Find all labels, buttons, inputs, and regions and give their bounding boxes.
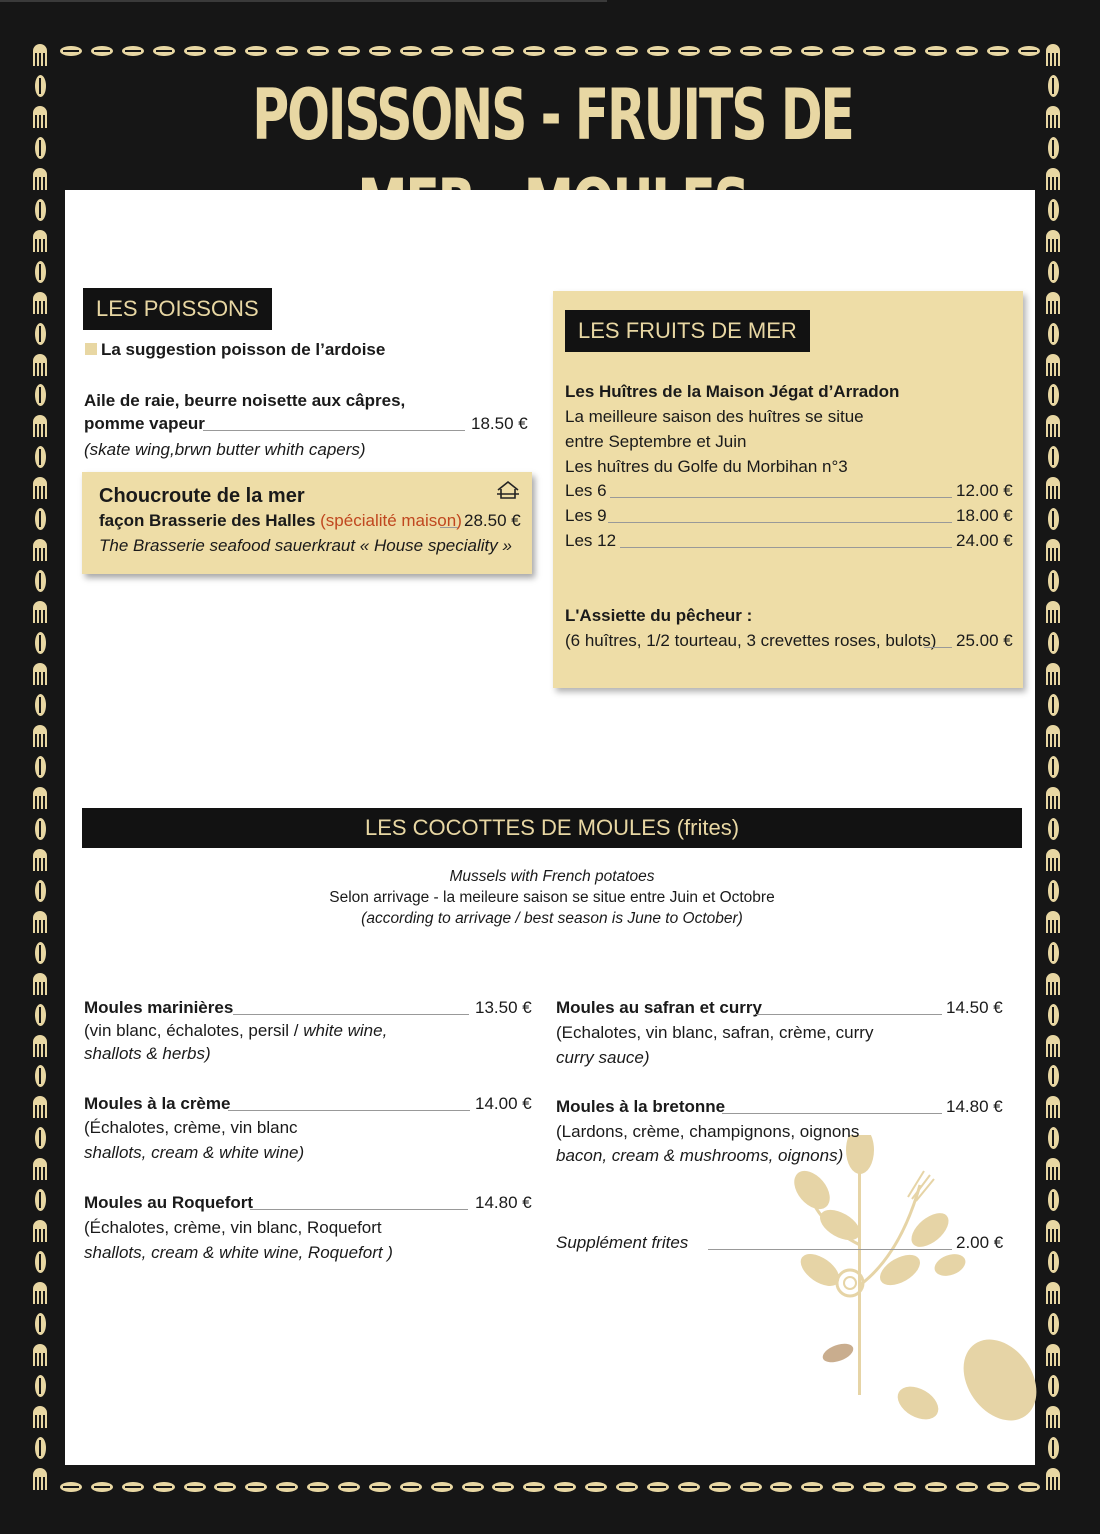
leaf-icon: [153, 1482, 175, 1492]
leaf-icon: [585, 1482, 607, 1492]
leaf-icon: [1048, 1251, 1059, 1273]
moules-subtitle-season-english: (according to arrivage / best season is June to October): [361, 910, 743, 927]
dot-leader: [708, 1249, 952, 1250]
fork-icon: [1046, 292, 1060, 314]
dot-leader: [756, 1014, 942, 1015]
leaf-icon: [894, 1482, 916, 1492]
leaf-icon: [770, 46, 792, 56]
bretonne-name: Moules à la bretonne: [556, 1097, 726, 1116]
leaf-icon: [647, 46, 669, 56]
huitres-item-label: Les 6: [565, 481, 607, 500]
mariniere-desc-2: shallots & herbs): [84, 1044, 211, 1063]
leaf-icon: [585, 46, 607, 56]
leaf-icon: [492, 46, 514, 56]
page-title: POISSONS - FRUITS DE: [252, 74, 853, 156]
leaf-icon: [91, 1482, 113, 1492]
leaf-icon: [35, 1251, 46, 1273]
top-leaf-border: [60, 40, 1040, 62]
fork-icon: [1046, 973, 1060, 995]
fork-icon: [33, 44, 47, 66]
fork-icon: [33, 415, 47, 437]
fork-icon: [1046, 1468, 1060, 1490]
leaf-icon: [1048, 1065, 1059, 1087]
leaf-icon: [1048, 323, 1059, 345]
leaf-icon: [60, 46, 82, 56]
leaf-icon: [1048, 1375, 1059, 1397]
choucroute-style: façon Brasserie des Halles: [99, 511, 316, 530]
leaf-icon: [1018, 46, 1040, 56]
mariniere-desc-1: [84, 1021, 387, 1041]
roquefort-price: 14.80 €: [475, 1193, 532, 1212]
leaf-icon: [35, 508, 46, 530]
huitres-item-label: Les 9: [565, 506, 607, 525]
leaf-icon: [1048, 261, 1059, 283]
leaf-icon: [801, 1482, 823, 1492]
leaf-icon: [35, 942, 46, 964]
choucroute-line2: [99, 511, 462, 531]
bretonne-price: 14.80 €: [946, 1097, 1003, 1116]
leaf-icon: [925, 46, 947, 56]
huitres-item-label: Les 12: [565, 531, 617, 550]
leaf-icon: [35, 1065, 46, 1087]
leaf-icon: [1048, 1127, 1059, 1149]
leaf-icon: [616, 46, 638, 56]
assiette-price: 25.00 €: [956, 631, 1013, 650]
fork-icon: [1046, 1035, 1060, 1057]
leaf-icon: [1048, 137, 1059, 159]
leaf-icon: [35, 261, 46, 283]
moules-heading: LES COCOTTES DE MOULES (frites): [82, 808, 1022, 848]
leaf-icon: [770, 1482, 792, 1492]
bullet-square-icon: [85, 343, 97, 355]
fork-icon: [33, 725, 47, 747]
fork-icon: [1046, 415, 1060, 437]
fork-icon: [1046, 849, 1060, 871]
suggestion-text: La suggestion poisson de l’ardoise: [101, 340, 386, 359]
leaf-icon: [35, 694, 46, 716]
leaf-icon: [1048, 384, 1059, 406]
fork-icon: [1046, 477, 1060, 499]
leaf-icon: [35, 818, 46, 840]
leaf-icon: [122, 1482, 144, 1492]
fork-icon: [1046, 1282, 1060, 1304]
huitres-item-price: 12.00 €: [956, 481, 1013, 500]
roquefort-desc-2: shallots, cream & white wine, Roquefort ): [84, 1243, 393, 1262]
bretonne-desc-2: bacon, cream & mushrooms, oignons): [556, 1146, 844, 1165]
dot-leader: [228, 1110, 470, 1111]
leaf-icon: [925, 1482, 947, 1492]
leaf-icon: [276, 1482, 298, 1492]
fork-icon: [1046, 354, 1060, 376]
fork-icon: [1046, 106, 1060, 128]
safran-desc-2: curry sauce): [556, 1048, 650, 1067]
leaf-icon: [35, 1375, 46, 1397]
leaf-icon: [431, 46, 453, 56]
dot-leader: [924, 647, 952, 648]
leaf-icon: [1048, 1313, 1059, 1335]
leaf-icon: [523, 1482, 545, 1492]
leaf-icon: [35, 75, 46, 97]
bretonne-desc-1: (Lardons, crème, champignons, oignons: [556, 1122, 860, 1141]
fork-icon: [33, 1282, 47, 1304]
mariniere-desc-fr: (vin blanc, échalotes, persil /: [84, 1021, 304, 1040]
huitres-desc-3: Les huîtres du Golfe du Morbihan n°3: [565, 457, 848, 476]
leaf-icon: [1048, 1004, 1059, 1026]
choucroute-price: 28.50 €: [464, 511, 521, 530]
house-icon: [496, 480, 520, 500]
leaf-icon: [462, 46, 484, 56]
leaf-icon: [1048, 880, 1059, 902]
huitres-desc-1: La meilleure saison des huîtres se situe: [565, 407, 864, 426]
raie-name-line2: pomme vapeur: [84, 414, 205, 433]
dot-leader: [620, 547, 952, 548]
leaf-icon: [678, 46, 700, 56]
leaf-icon: [616, 1482, 638, 1492]
assiette-title: L'Assiette du pêcheur :: [565, 606, 753, 625]
leaf-icon: [122, 46, 144, 56]
fork-icon: [33, 1096, 47, 1118]
leaf-icon: [894, 46, 916, 56]
leaf-icon: [35, 1189, 46, 1211]
fork-icon: [33, 1468, 47, 1490]
leaf-icon: [400, 1482, 422, 1492]
bottom-leaf-border: [60, 1476, 1040, 1498]
fork-icon: [1046, 1406, 1060, 1428]
leaf-icon: [431, 1482, 453, 1492]
fork-icon: [33, 230, 47, 252]
leaf-icon: [35, 384, 46, 406]
leaf-icon: [1048, 1189, 1059, 1211]
creme-desc-2: shallots, cream & white wine): [84, 1143, 305, 1162]
fork-icon: [1046, 601, 1060, 623]
dot-leader: [203, 430, 465, 431]
choucroute-name: Choucroute de la mer: [99, 485, 305, 507]
leaf-icon: [492, 1482, 514, 1492]
mariniere-desc-en: white wine,: [303, 1021, 388, 1040]
fork-icon: [33, 477, 47, 499]
leaf-icon: [35, 880, 46, 902]
creme-price: 14.00 €: [475, 1094, 532, 1113]
choucroute-english: The Brasserie seafood sauerkraut « House speciality »: [99, 536, 512, 555]
fork-icon: [33, 787, 47, 809]
huitres-item-price: 18.00 €: [956, 506, 1013, 525]
leaf-icon: [956, 1482, 978, 1492]
leaf-icon: [987, 46, 1009, 56]
leaf-icon: [35, 323, 46, 345]
fork-icon: [33, 601, 47, 623]
mariniere-name: Moules marinières: [84, 998, 234, 1017]
leaf-icon: [307, 46, 329, 56]
leaf-icon: [740, 1482, 762, 1492]
fork-icon: [33, 292, 47, 314]
decorative-tree-illustration: [790, 1135, 1040, 1435]
leaf-icon: [1048, 818, 1059, 840]
fork-icon: [33, 1406, 47, 1428]
leaf-icon: [338, 1482, 360, 1492]
leaf-icon: [832, 1482, 854, 1492]
leaf-icon: [35, 1437, 46, 1459]
leaf-icon: [35, 1004, 46, 1026]
leaf-icon: [647, 1482, 669, 1492]
raie-name-line1: Aile de raie, beurre noisette aux câpres,: [84, 391, 406, 410]
fork-icon: [1046, 539, 1060, 561]
raie-english: (skate wing,brwn butter whith capers): [84, 440, 366, 459]
leaf-icon: [863, 1482, 885, 1492]
creme-name: Moules à la crème: [84, 1094, 231, 1113]
leaf-icon: [1048, 75, 1059, 97]
leaf-icon: [214, 1482, 236, 1492]
fork-icon: [1046, 44, 1060, 66]
leaf-icon: [35, 1313, 46, 1335]
leaf-icon: [35, 1127, 46, 1149]
leaf-icon: [1018, 1482, 1040, 1492]
leaf-icon: [554, 46, 576, 56]
creme-desc-1: (Échalotes, crème, vin blanc: [84, 1118, 298, 1137]
dot-leader: [440, 527, 458, 528]
fork-icon: [1046, 1220, 1060, 1242]
leaf-icon: [307, 1482, 329, 1492]
leaf-icon: [832, 46, 854, 56]
dot-leader: [608, 522, 952, 523]
fork-icon: [33, 849, 47, 871]
leaf-icon: [987, 1482, 1009, 1492]
dot-leader: [250, 1209, 468, 1210]
leaf-icon: [400, 46, 422, 56]
leaf-icon: [523, 46, 545, 56]
poissons-heading: LES POISSONS: [83, 288, 272, 330]
fruits-heading: LES FRUITS DE MER: [565, 310, 810, 352]
leaf-icon: [369, 1482, 391, 1492]
leaf-icon: [1048, 756, 1059, 778]
fork-icon: [33, 1158, 47, 1180]
fork-icon: [1046, 787, 1060, 809]
fork-icon: [33, 168, 47, 190]
fork-icon: [1046, 725, 1060, 747]
leaf-icon: [35, 756, 46, 778]
leaf-icon: [1048, 1437, 1059, 1459]
moules-subtitle-english: Mussels with French potatoes: [449, 868, 655, 885]
fork-icon: [33, 663, 47, 685]
fork-icon: [1046, 1158, 1060, 1180]
moules-subtitle-season: Selon arrivage - la meileure saison se situe entre Juin et Octobre: [329, 889, 775, 906]
roquefort-desc-1: (Échalotes, crème, vin blanc, Roquefort: [84, 1218, 382, 1237]
supplement-name: Supplément frites: [556, 1233, 689, 1252]
leaf-icon: [1048, 570, 1059, 592]
dot-leader: [233, 1014, 469, 1015]
fork-icon: [1046, 230, 1060, 252]
leaf-icon: [956, 46, 978, 56]
mariniere-price: 13.50 €: [475, 998, 532, 1017]
leaf-icon: [863, 46, 885, 56]
right-fork-border: [1042, 44, 1064, 1490]
leaf-icon: [245, 1482, 267, 1492]
speciality-label: (spécialité maison): [320, 511, 462, 530]
left-fork-border: [29, 44, 51, 1490]
huitres-title: Les Huîtres de la Maison Jégat d’Arradon: [565, 382, 900, 401]
fork-icon: [33, 1344, 47, 1366]
leaf-icon: [35, 199, 46, 221]
fork-icon: [33, 539, 47, 561]
fork-icon: [33, 106, 47, 128]
fork-icon: [33, 1220, 47, 1242]
fork-icon: [33, 973, 47, 995]
leaf-icon: [91, 46, 113, 56]
leaf-icon: [153, 46, 175, 56]
leaf-icon: [1048, 942, 1059, 964]
fork-icon: [1046, 663, 1060, 685]
roquefort-name: Moules au Roquefort: [84, 1193, 254, 1212]
fork-icon: [33, 1035, 47, 1057]
leaf-icon: [1048, 199, 1059, 221]
leaf-icon: [1048, 508, 1059, 530]
fork-icon: [33, 911, 47, 933]
leaf-icon: [369, 46, 391, 56]
fork-icon: [1046, 168, 1060, 190]
leaf-icon: [214, 46, 236, 56]
leaf-icon: [801, 46, 823, 56]
leaf-icon: [554, 1482, 576, 1492]
top-line: [0, 0, 607, 2]
supplement-price: 2.00 €: [956, 1233, 1004, 1252]
fork-icon: [1046, 1344, 1060, 1366]
leaf-icon: [276, 46, 298, 56]
fork-icon: [1046, 1096, 1060, 1118]
fork-icon: [1046, 911, 1060, 933]
safran-desc-1: (Echalotes, vin blanc, safran, crème, curry: [556, 1023, 874, 1042]
safran-price: 14.50 €: [946, 998, 1003, 1017]
leaf-icon: [60, 1482, 82, 1492]
dot-leader: [610, 497, 952, 498]
leaf-icon: [1048, 694, 1059, 716]
leaf-icon: [245, 46, 267, 56]
leaf-icon: [1048, 446, 1059, 468]
fork-icon: [33, 354, 47, 376]
leaf-icon: [709, 1482, 731, 1492]
leaf-icon: [462, 1482, 484, 1492]
leaf-icon: [35, 570, 46, 592]
dot-leader: [722, 1113, 942, 1114]
leaf-icon: [35, 137, 46, 159]
huitres-desc-2: entre Septembre et Juin: [565, 432, 747, 451]
huitres-item-price: 24.00 €: [956, 531, 1013, 550]
leaf-icon: [184, 1482, 206, 1492]
leaf-icon: [35, 632, 46, 654]
leaf-icon: [740, 46, 762, 56]
raie-price: 18.50 €: [471, 414, 528, 433]
leaf-icon: [338, 46, 360, 56]
leaf-icon: [35, 446, 46, 468]
assiette-desc: (6 huîtres, 1/2 tourteau, 3 crevettes roses, bulots): [565, 631, 937, 650]
leaf-icon: [709, 46, 731, 56]
leaf-icon: [1048, 632, 1059, 654]
leaf-icon: [184, 46, 206, 56]
leaf-icon: [678, 1482, 700, 1492]
safran-name: Moules au safran et curry: [556, 998, 762, 1017]
